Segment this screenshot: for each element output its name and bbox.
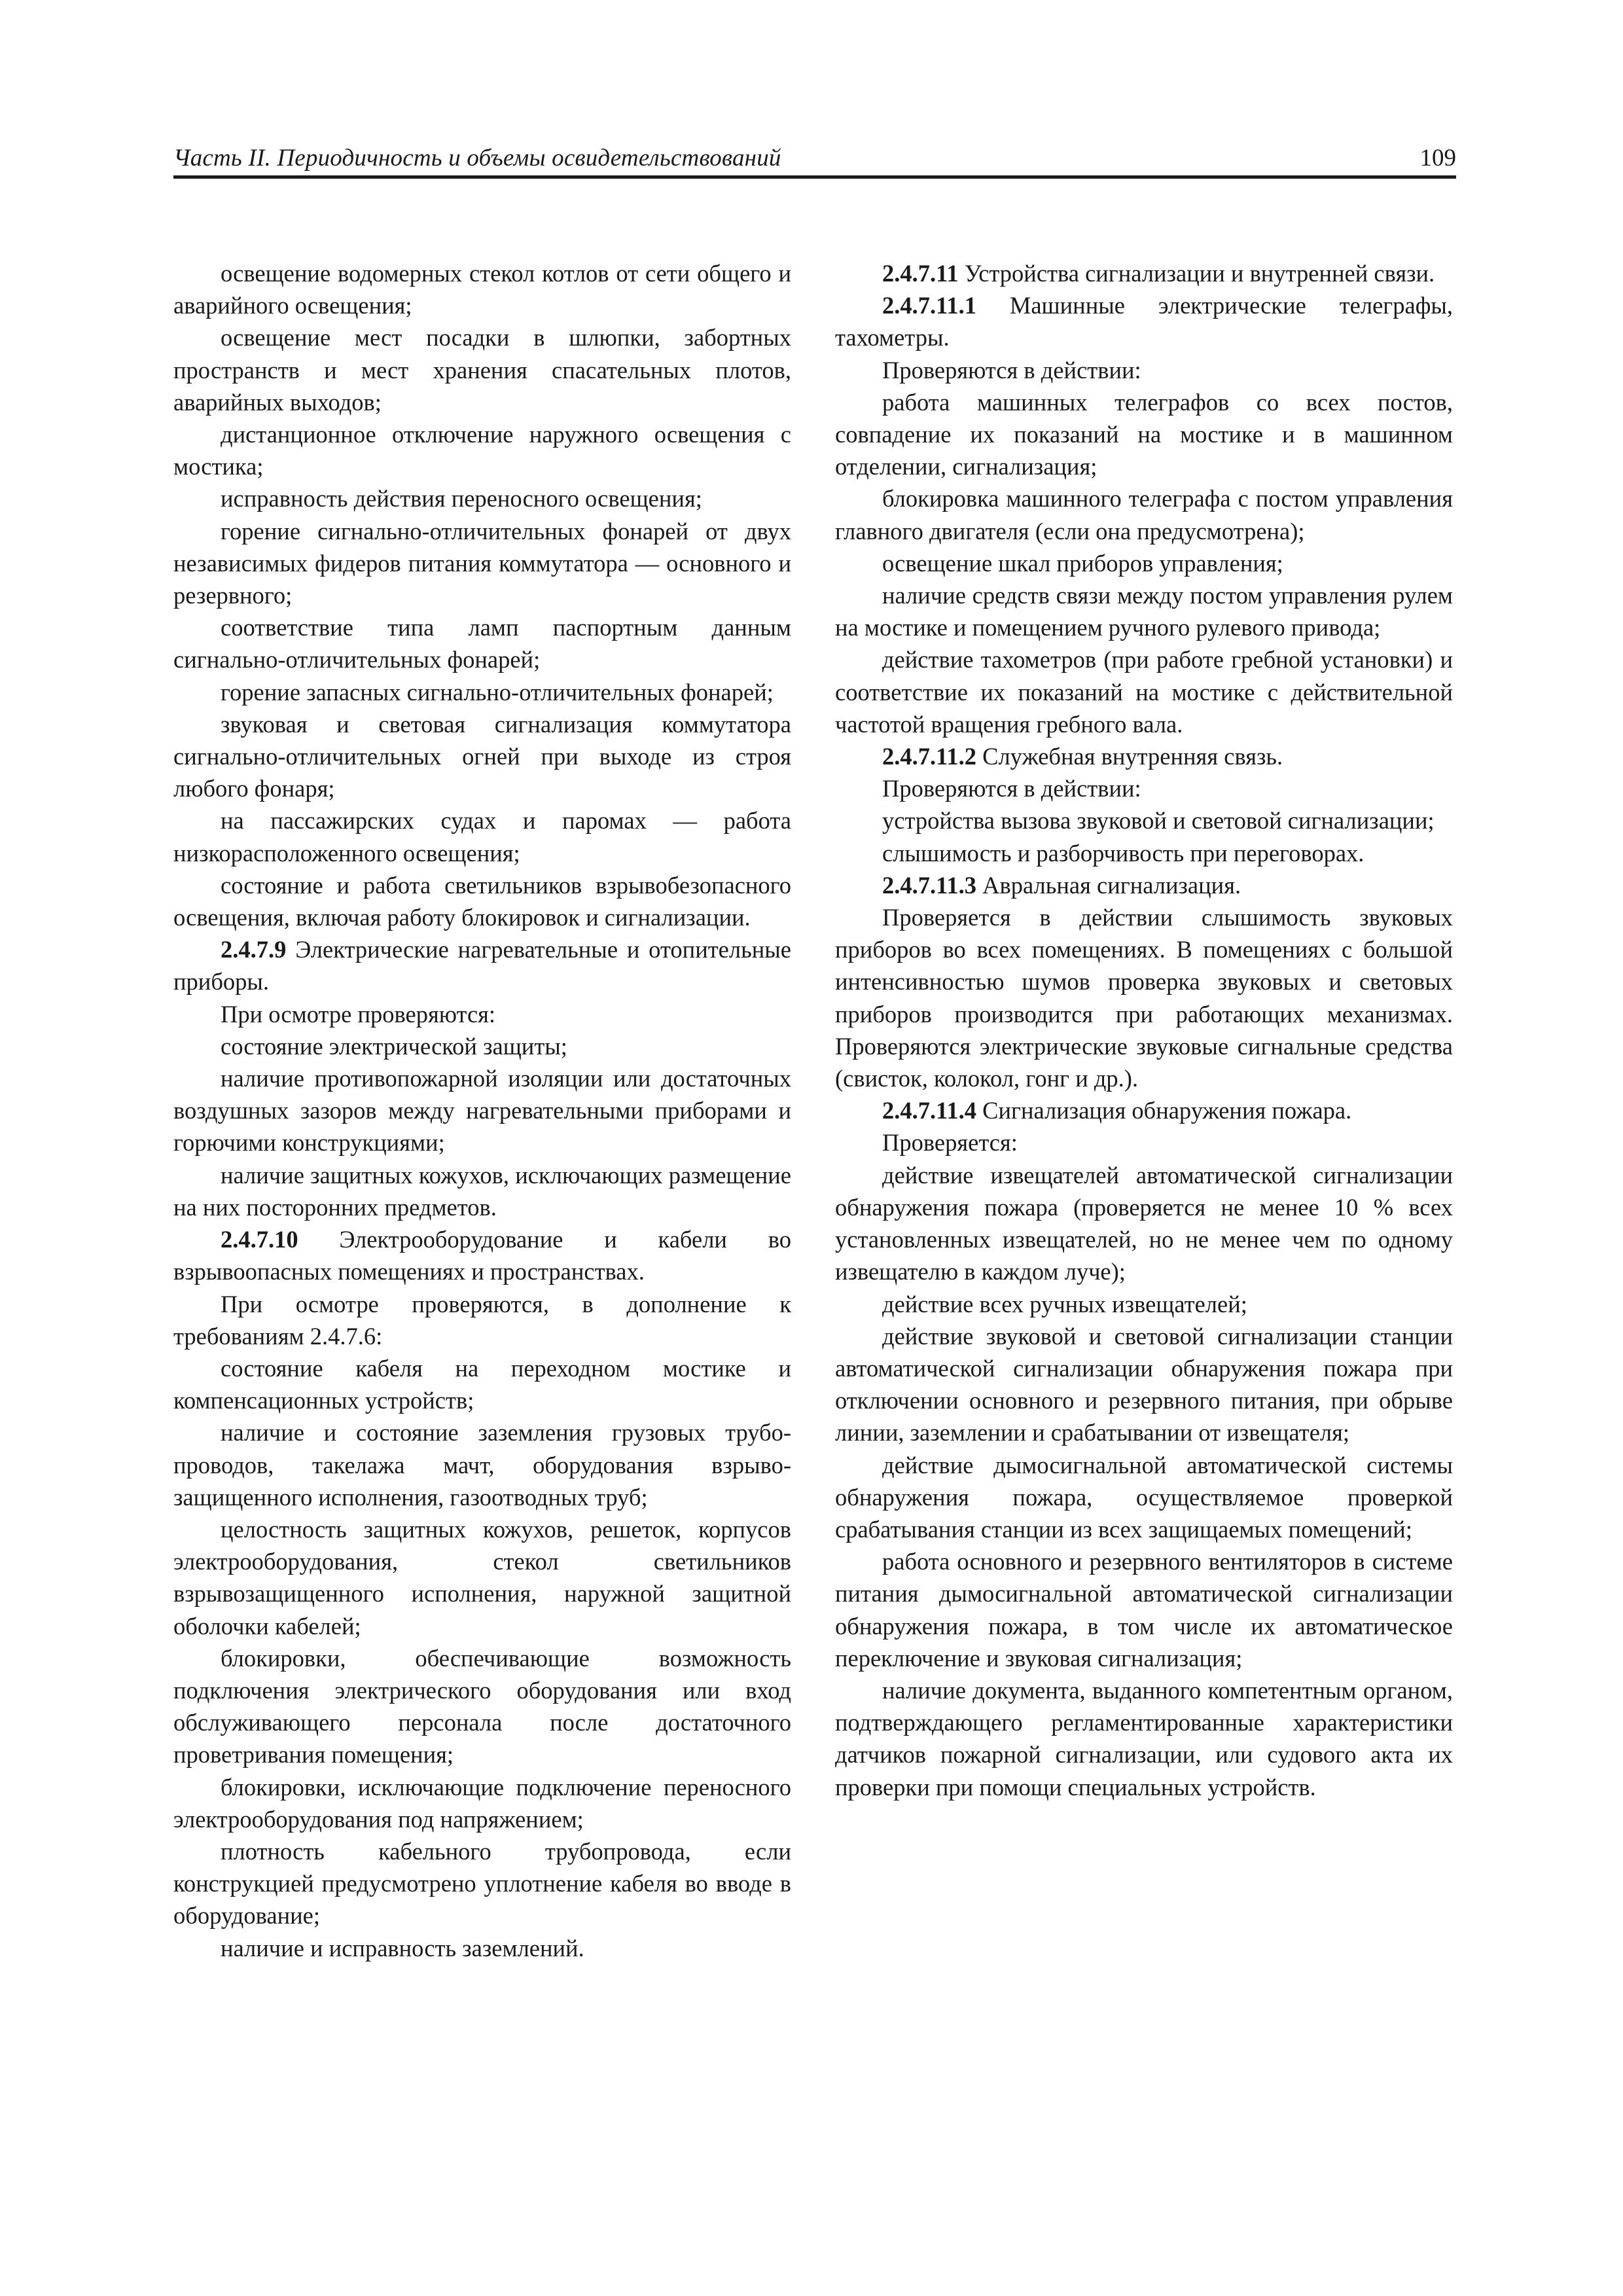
paragraph xyxy=(835,386,1453,483)
paragraph xyxy=(173,611,791,675)
paragraph-text: Устройства сигнализации и внутренней связи. xyxy=(964,260,1435,287)
paragraph xyxy=(835,1288,1453,1320)
paragraph-text: Электрооборудование и кабели во взрывоопасных помещениях и пространствах. xyxy=(173,1226,791,1285)
paragraph-text: Служебная внутренняя связь. xyxy=(982,743,1283,770)
paragraph xyxy=(835,804,1453,836)
section-number: 2.4.7.11.4 xyxy=(882,1097,976,1124)
paragraph-text: блокировка машинного телеграфа с постом управления главного двигателя (если она предусмотрена); xyxy=(835,485,1453,545)
paragraph xyxy=(173,933,791,997)
paragraph xyxy=(835,289,1453,353)
paragraph-text: работа машинных телеграфов со всех постов, совпадение их показаний на мостике и в машинном отделении, сигнализация; xyxy=(835,388,1453,480)
header-rule xyxy=(173,175,1456,179)
paragraph xyxy=(835,837,1453,869)
paragraph xyxy=(173,1835,791,1932)
paragraph xyxy=(835,1126,1453,1158)
paragraph xyxy=(173,1062,791,1159)
paragraph xyxy=(835,1159,1453,1288)
right-column xyxy=(835,257,1453,1803)
paragraph xyxy=(173,515,791,612)
paragraph xyxy=(173,998,791,1030)
paragraph-text: горение сигнально-отличительных фонарей от двух независимых фидеров питания коммутатора — основного и резервного; xyxy=(173,517,791,609)
paragraph xyxy=(173,257,791,321)
section-number: 2.4.7.9 xyxy=(221,936,287,963)
paragraph-text: действие всех ручных извещателей; xyxy=(882,1290,1247,1318)
page-header xyxy=(173,144,1456,181)
paragraph-text: горение запасных сигнально-отличительных фонарей; xyxy=(221,678,774,706)
section-number: 2.4.7.11.1 xyxy=(882,292,976,319)
paragraph-text: исправность действия переносного освещения; xyxy=(221,485,702,512)
paragraph xyxy=(173,1030,791,1062)
section-number: 2.4.7.11.3 xyxy=(882,871,976,899)
paragraph-text: действие извещателей автоматической сигнализации обнаружения пожара (проверяется не менее 10 % всех установленных извещателей, но не менее чем по одному извещателю в каждом луче); xyxy=(835,1161,1453,1285)
paragraph xyxy=(835,579,1453,643)
paragraph-text: освещение мест посадки в шлюпки, забортных пространств и мест хранения спасательных плотов, аварийных выходов; xyxy=(173,324,791,416)
paragraph-text: освещение водомерных стекол котлов от сети общего и аварийного освещения; xyxy=(173,260,791,319)
paragraph-text: состояние и работа светильников взрывобезопасного освещения, включая работу блокировок и сигнализации. xyxy=(173,871,791,931)
section-number: 2.4.7.11.2 xyxy=(882,743,976,770)
paragraph-text: действие тахометров (при работе гребной установки) и соответствие их показаний на мостике с действительной частотой вращения гребного вала. xyxy=(835,646,1453,738)
paragraph-text: Авральная сигнализация. xyxy=(982,871,1241,899)
paragraph-text: освещение шкал приборов управления; xyxy=(882,549,1283,577)
paragraph xyxy=(835,1094,1453,1126)
paragraph xyxy=(173,1513,791,1642)
paragraph-text: соответствие типа ламп паспортным данным сигнально-отличительных фонарей; xyxy=(173,614,791,673)
paragraph xyxy=(173,321,791,418)
paragraph-text: При осмотре проверяются, в дополнение к требованиям 2.4.7.6: xyxy=(173,1290,791,1350)
paragraph-text: плотность кабельного трубопровода, если конструкцией предусмотрено уплотнение кабеля во вводе в оборудование; xyxy=(173,1837,791,1929)
paragraph-text: звуковая и световая сигнализация коммутатора сигнально-отличительных огней при выходе из строя любого фонаря; xyxy=(173,710,791,802)
paragraph xyxy=(173,804,791,869)
paragraph xyxy=(173,676,791,708)
paragraph-text: на пассажирских судах и паромах — работа низкорасположенного освещения; xyxy=(173,807,791,867)
paragraph-text: наличие противопожарной изоляции или достаточных воздушных зазоров между нагревательными приборами и горючими конструкциями; xyxy=(173,1065,791,1157)
paragraph xyxy=(173,1352,791,1416)
paragraph xyxy=(835,354,1453,386)
paragraph-text: состояние электрической защиты; xyxy=(221,1032,567,1060)
paragraph xyxy=(835,869,1453,901)
paragraph xyxy=(173,1771,791,1835)
paragraph-text: Электрические нагревательные и отопительные приборы. xyxy=(173,936,791,996)
paragraph-text: Проверяются в действии: xyxy=(882,356,1141,384)
paragraph xyxy=(173,708,791,805)
paragraph-text: слышимость и разборчивость при переговорах. xyxy=(882,839,1364,867)
paragraph xyxy=(173,1642,791,1771)
paragraph xyxy=(835,257,1453,289)
paragraph xyxy=(835,643,1453,740)
paragraph-text: Проверяется в действии слышимость звуковых приборов во всех помещениях. В помещениях с большой интенсивностью шумов проверка звуковых и световых приборов производится при работающих механизмах. Проверяются электрические звуковые сигнальные средства (свисток, колокол, гонг и др.). xyxy=(835,904,1453,1092)
paragraph xyxy=(835,901,1453,1094)
section-number: 2.4.7.10 xyxy=(221,1226,298,1253)
paragraph xyxy=(835,482,1453,547)
paragraph-text: действие дымосигнальной автоматической системы обнаружения пожара, осуществляемое проверкой срабатывания станции из всех защищаемых помещений; xyxy=(835,1451,1453,1543)
paragraph-text: наличие документа, выданного компетентным органом, подтверждающего регламентированные характеристики датчиков пожарной сигнализации, или судового акта их проверки при помощи специальных устройств. xyxy=(835,1676,1453,1801)
paragraph-text: Машинные электрические телеграфы, тахометры. xyxy=(835,292,1454,351)
paragraph-text: Проверяется: xyxy=(882,1129,1018,1157)
paragraph-text: блокировки, исключающие подключение переносного электрооборудования под напряжением; xyxy=(173,1773,791,1833)
paragraph-text: Проверяются в действии: xyxy=(882,775,1141,802)
page-number: 109 xyxy=(1419,145,1456,171)
paragraph xyxy=(835,772,1453,804)
paragraph xyxy=(835,1545,1453,1674)
paragraph xyxy=(173,418,791,482)
section-number: 2.4.7.11 xyxy=(882,260,959,287)
paragraph-text: При осмотре проверяются: xyxy=(221,1000,496,1028)
paragraph-text: работа основного и резервного вентиляторов в системе питания дымосигнальной автоматической сигнализации обнаружения пожара, в том числе их автоматическое переключение и звуковая сигнализация; xyxy=(835,1548,1453,1672)
paragraph xyxy=(835,547,1453,579)
paragraph xyxy=(835,1320,1453,1449)
paragraph xyxy=(835,740,1453,772)
paragraph xyxy=(173,1288,791,1352)
paragraph-text: блокировки, обеспечивающие возможность подключения электрического оборудования или вход обслуживающего персонала после достаточного проветривания помещения; xyxy=(173,1644,791,1768)
paragraph-text: наличие защитных кожухов, исключающих размещение на них посторонних предметов. xyxy=(173,1161,791,1221)
paragraph xyxy=(173,869,791,933)
paragraph xyxy=(173,1416,791,1513)
paragraph xyxy=(835,1449,1453,1546)
paragraph-text: наличие и состояние заземления грузовых трубопроводов, такелажа мачт, оборудования взрывозащищенного исполнения, газоотводных труб; xyxy=(173,1419,791,1511)
paragraph xyxy=(835,1674,1453,1803)
paragraph-text: устройства вызова звуковой и световой сигнализации; xyxy=(882,807,1435,834)
running-title: Часть II. Периодичность и объемы освидетельствований xyxy=(173,145,781,171)
paragraph xyxy=(173,1223,791,1287)
paragraph xyxy=(173,1932,791,1964)
paragraph-text: наличие и исправность заземлений. xyxy=(221,1934,584,1962)
paragraph xyxy=(173,482,791,514)
paragraph-text: действие звуковой и световой сигнализации станции автоматической сигнализации обнаружения пожара при отключении основного и резервного питания, при обрыве линии, заземлении и срабатывании от извещателя; xyxy=(835,1322,1453,1446)
paragraph-text: целостность защитных кожухов, решеток, корпусов электрооборудования, стекол светильников взрывозащищенного исполнения, наружной защитной оболочки кабелей; xyxy=(173,1515,791,1640)
paragraph-text: Сигнализация обнаружения пожара. xyxy=(982,1097,1352,1124)
paragraph-text: состояние кабеля на переходном мостике и компенсационных устройств; xyxy=(173,1354,791,1414)
left-column xyxy=(173,257,791,1964)
paragraph-text: дистанционное отключение наружного освещения с мостика; xyxy=(173,421,791,480)
paragraph-text: наличие средств связи между постом управления рулем на мостике и помещением ручного рулевого привода; xyxy=(835,582,1453,641)
paragraph xyxy=(173,1159,791,1223)
